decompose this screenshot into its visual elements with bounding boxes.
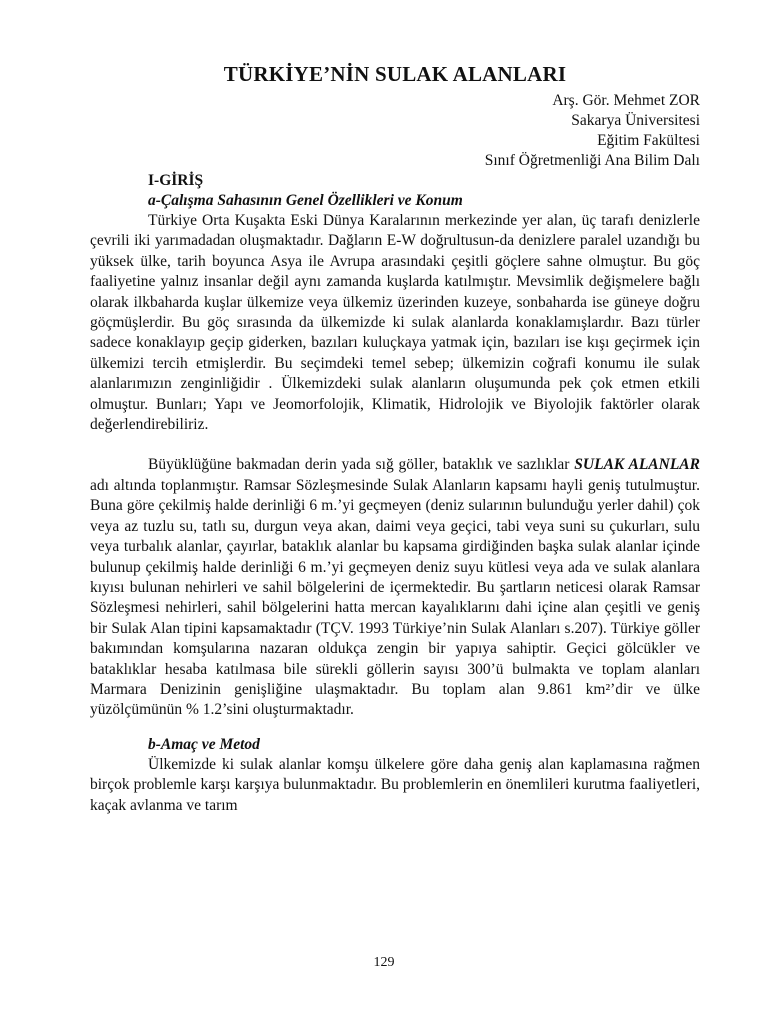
- paragraph-spacer: [90, 435, 700, 455]
- subheading-study-area: a-Çalışma Sahasının Genel Özellikleri ve Konum: [148, 192, 463, 209]
- author-faculty: Eğitim Fakültesi: [597, 132, 700, 149]
- paragraph-aim-method: Ülkemizde ki sulak alanlar komşu ülkelere göre daha geniş alan kaplamasına rağmen birçok problemle karşı karşıya bulunmaktadır. Bu problemlerin en önemlileri kurutma faaliyetleri, kaçak avlanma ve tarım: [90, 755, 700, 814]
- page-number: 129: [373, 955, 395, 970]
- paragraph-text: adı altında toplanmıştır. Ramsar Sözleşmesinde Sulak Alanların kapsamı hayli geniş tutulmuştur. Buna göre çekilmiş halde derinliği 6 m.’yi geçmeyen (deniz sularının bulunduğu yerler dahil) çok veya az tuzlu su, tatlı su, durgun veya akan, daimi veya geçici, tabi veya suni su çukurları, sulu veya turbalık alanlar, çayırlar, bataklık alanlar bu kapsama girdiğinden başka sulak alanlar içinde bulunup çekilmiş halde derinliği 6 m.’yi geçmeyen deniz suyu kütlesi veya ada ve sulak alanlara kıyısı bulunan nehirleri ve sahil bölgelerini de içermektedir. Bu şartların neticesi olarak Ramsar Sözleşmesi nehirleri, sahil bölgelerini hatta mercan kayalıklarını dahi içine alan çeşitli ve geniş bir Sulak Alan tipini kapsamaktadır (TÇV. 1993 Türkiye’nin Sulak Alanları s.207). Türkiye göller bakımından komşularına nazaran oldukça zengin bir yapıya sahiptir. Geçici gölcükler ve bataklıklar hesaba katılmasa bile sürekli göllerin sayısı 300’ü bulmakta ve toplam alanları Marmara Denizinin genişliğine ulaşmaktadır. Bu toplam alan 9.861 km²’dir ve ülke yüzölçümünün % 1.2’sini oluşturmaktadır.: [90, 476, 700, 719]
- author-name: Arş. Gör. Mehmet ZOR: [552, 92, 700, 109]
- page-title: TÜRKİYE’NİN SULAK ALANLARI: [223, 62, 567, 86]
- paragraph-wetlands-definition: [90, 455, 700, 720]
- paragraph-text: Büyüklüğüne bakmadan derin yada sığ göller, bataklık ve sazlıklar: [148, 456, 575, 474]
- paragraph-study-area: Türkiye Orta Kuşakta Eski Dünya Karalarının merkezinde yer alan, üç tarafı denizlerle çevrili iki yarımadadan oluşmaktadır. Dağların E-W doğrultusun-da denizlere paralel uzandığı bu yüksek ülke, tarih boyunca Asya ile Avrupa arasındaki çeşitli göçlere sahne olmuştur. Bu göç faaliyetine yalnız insanlar değil aynı zamanda kuşlarda katılmıştır. Mevsimlik değişmelere bağlı olarak ilkbaharda kuşlar ülkemize veya ülkemiz üzerinden kuzeye, sonbaharda ise güneye doğru göçmüşlerdir. Bu göç sırasında da ülkemizde ki sulak alanlarda konaklamışlardır. Bazı türler sadece konaklayıp geçip giderken, bazıları kuluçkaya yatmak için, bazıları ise kışı geçirmek için ülkemizi tercih etmişlerdir. Bu seçimdeki temel sebep; ülkemizin coğrafi konumu ile sulak alanlarımızın zenginliğidir . Ülkemizdeki sulak alanların oluşumunda pek çok etmen etkili olmuştur. Bunları; Yapı ve Jeomorfolojik, Klimatik, Hidrolojik ve Biyolojik faktörler olarak değerlendirebiliriz.: [90, 212, 700, 434]
- section-heading-intro: I-GİRİŞ: [148, 172, 204, 189]
- author-block: [90, 91, 700, 171]
- subheading-aim-method: b-Amaç ve Metod: [148, 735, 260, 753]
- author-university: Sakarya Üniversitesi: [571, 112, 700, 129]
- document-page: [90, 62, 700, 816]
- author-department: Sınıf Öğretmenliği Ana Bilim Dalı: [484, 152, 700, 169]
- paragraph-spacer: [90, 721, 700, 735]
- emphasized-term: SULAK ALANLAR: [574, 456, 700, 474]
